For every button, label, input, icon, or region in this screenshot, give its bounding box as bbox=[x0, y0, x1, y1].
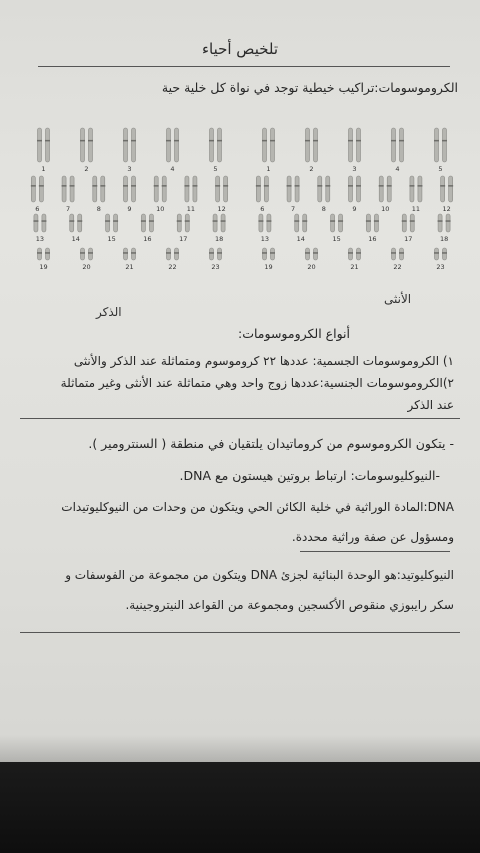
centromere-mark bbox=[313, 252, 318, 254]
centromere-mark bbox=[399, 252, 404, 254]
centromere-mark bbox=[213, 220, 218, 222]
male-pair-11 bbox=[184, 176, 197, 213]
female-pair-11 bbox=[409, 176, 422, 213]
chromosome bbox=[295, 176, 299, 202]
chromosome-number: 13 bbox=[260, 235, 270, 243]
chromosome-number: 15 bbox=[107, 235, 116, 243]
female-pair-14 bbox=[294, 214, 307, 243]
chromosome-number: 5 bbox=[438, 165, 443, 173]
chromosome bbox=[271, 248, 275, 260]
male-pair-2 bbox=[80, 128, 93, 173]
centromere-mark bbox=[149, 220, 154, 222]
centromere-mark bbox=[62, 185, 67, 187]
chromosome bbox=[318, 176, 322, 202]
chromosome bbox=[357, 176, 361, 202]
chromosome-number: 9 bbox=[352, 205, 357, 213]
centromere-mark bbox=[92, 185, 97, 187]
chromosome bbox=[132, 248, 136, 260]
centromere-mark bbox=[88, 252, 93, 254]
centromere-mark bbox=[446, 220, 451, 222]
female-pair-20 bbox=[305, 248, 318, 271]
chromosome-number: 16 bbox=[143, 235, 152, 243]
type-sex-chromosomes-cont: عند الذكر bbox=[407, 398, 454, 412]
male-pair-23 bbox=[209, 248, 222, 271]
chromosome-number: 10 bbox=[156, 205, 165, 213]
chromosome-number: 8 bbox=[321, 205, 326, 213]
chromosome bbox=[218, 128, 222, 162]
dna-definition: DNA:المادة الوراثية في خلية الكائن الحي ويتكون من وحدات من النيوكليوتيدات bbox=[61, 500, 454, 514]
chromosome bbox=[42, 214, 46, 232]
male-pair-6 bbox=[31, 176, 44, 213]
chromosome-number: 21 bbox=[350, 263, 359, 271]
female-pair-7 bbox=[287, 176, 300, 213]
chromosome bbox=[349, 128, 353, 162]
centromere-mark bbox=[131, 140, 136, 142]
chromosome-number: 1 bbox=[266, 165, 271, 173]
chromosome bbox=[331, 214, 335, 232]
chromosome-number: 23 bbox=[436, 263, 445, 271]
centromere-mark bbox=[409, 185, 414, 187]
centromere-mark bbox=[402, 220, 407, 222]
chromosome bbox=[357, 128, 361, 162]
centromere-mark bbox=[100, 185, 105, 187]
centromere-mark bbox=[174, 252, 179, 254]
chromosome bbox=[221, 214, 225, 232]
male-label: الذكر bbox=[96, 305, 122, 319]
centromere-mark bbox=[356, 252, 361, 254]
male-pair-20 bbox=[80, 248, 93, 271]
centromere-mark bbox=[209, 252, 214, 254]
karyotype-svg bbox=[22, 118, 462, 278]
chromosome-number: 4 bbox=[170, 165, 175, 173]
male-pair-18 bbox=[213, 214, 226, 243]
female-pair-10 bbox=[379, 176, 392, 213]
centromere-mark bbox=[131, 185, 136, 187]
centromere-mark bbox=[45, 252, 50, 254]
female-pair-22 bbox=[391, 248, 404, 271]
centromere-mark bbox=[162, 185, 167, 187]
chromosome bbox=[435, 128, 439, 162]
chromosome bbox=[264, 176, 268, 202]
chromosome bbox=[141, 214, 145, 232]
chromosome bbox=[306, 128, 310, 162]
male-pair-14 bbox=[69, 214, 82, 243]
chromosome bbox=[392, 248, 396, 260]
centromere-mark bbox=[258, 220, 263, 222]
chromosome-number: 6 bbox=[35, 205, 40, 213]
male-pair-21 bbox=[123, 248, 136, 271]
chromosome-number: 20 bbox=[307, 263, 316, 271]
centromere-mark bbox=[45, 140, 50, 142]
female-pair-5 bbox=[434, 128, 447, 173]
chromosome bbox=[175, 248, 179, 260]
male-pair-10 bbox=[154, 176, 167, 213]
centromere-mark bbox=[379, 185, 384, 187]
chromosome-number: 20 bbox=[82, 263, 91, 271]
section-divider-1 bbox=[20, 418, 460, 419]
chromosome bbox=[314, 128, 318, 162]
chromosome bbox=[400, 248, 404, 260]
chromosome-number: 5 bbox=[213, 165, 218, 173]
title-underline bbox=[38, 66, 450, 67]
male-pair-7 bbox=[62, 176, 75, 213]
chromosome bbox=[443, 128, 447, 162]
centromere-mark bbox=[266, 220, 271, 222]
female-pair-8 bbox=[317, 176, 330, 213]
chromosome-number: 12 bbox=[442, 205, 451, 213]
chromosome bbox=[34, 214, 38, 232]
chromosome bbox=[435, 248, 439, 260]
male-pair-13 bbox=[33, 214, 46, 243]
chromosome bbox=[124, 248, 128, 260]
type-autosomes: ١) الكروموسومات الجسمية: عددها ٢٢ كروموسوم ومتماثلة عند الذكر والأنثى bbox=[73, 354, 454, 368]
chromosome-number: 16 bbox=[368, 235, 377, 243]
page-shadow bbox=[0, 735, 480, 762]
chromosome-number: 9 bbox=[127, 205, 132, 213]
chromosome-number: 1 bbox=[41, 165, 46, 173]
centromere-mark bbox=[448, 185, 453, 187]
female-pair-6 bbox=[256, 176, 269, 213]
chromosome bbox=[78, 214, 82, 232]
chromosome bbox=[89, 128, 93, 162]
centromere-mark bbox=[113, 220, 118, 222]
centromere-mark bbox=[88, 140, 93, 142]
chromosome bbox=[167, 128, 171, 162]
chromosome-definition: الكروموسومات:تراكيب خيطية توجد في نواة كل خلية حية bbox=[161, 80, 458, 95]
chromosome bbox=[81, 248, 85, 260]
chromosome bbox=[267, 214, 271, 232]
chromosome bbox=[402, 214, 406, 232]
chromosome bbox=[218, 248, 222, 260]
centromere-mark bbox=[270, 140, 275, 142]
male-pair-1 bbox=[37, 128, 50, 173]
centromere-mark bbox=[177, 220, 182, 222]
centromere-mark bbox=[123, 140, 128, 142]
centromere-mark bbox=[434, 140, 439, 142]
chromosome bbox=[210, 248, 214, 260]
chromosome bbox=[446, 214, 450, 232]
chromosome bbox=[314, 248, 318, 260]
chromosome bbox=[374, 214, 378, 232]
chromosome bbox=[441, 176, 445, 202]
chromosome-number: 14 bbox=[71, 235, 80, 243]
chromosome bbox=[379, 176, 383, 202]
types-heading: أنواع الكروموسومات: bbox=[238, 326, 350, 341]
centromere-mark bbox=[184, 185, 189, 187]
chromosome bbox=[295, 214, 299, 232]
chromosome bbox=[93, 176, 97, 202]
chromosome bbox=[271, 128, 275, 162]
chromosome bbox=[438, 214, 442, 232]
chromosome-number: 11 bbox=[411, 205, 421, 213]
centromere-mark bbox=[294, 220, 299, 222]
centromere-mark bbox=[215, 185, 220, 187]
female-label: الأنثى bbox=[384, 292, 412, 306]
chromosome-number: 15 bbox=[332, 235, 341, 243]
centromere-mark bbox=[69, 220, 74, 222]
chromosome bbox=[259, 214, 263, 232]
male-pair-16 bbox=[141, 214, 154, 243]
chromosome bbox=[106, 214, 110, 232]
centromere-mark bbox=[348, 185, 353, 187]
centromere-note: - يتكون الكروموسوم من كروماتيدان يلتقيان في منطقة ( السنترومير ). bbox=[88, 436, 454, 451]
chromosome-number: 3 bbox=[127, 165, 132, 173]
chromosome-number: 19 bbox=[39, 263, 48, 271]
centromere-mark bbox=[256, 185, 261, 187]
centromere-mark bbox=[270, 252, 275, 254]
chromosome bbox=[132, 176, 136, 202]
centromere-mark bbox=[166, 140, 171, 142]
chromosome bbox=[418, 176, 422, 202]
type-sex-chromosomes: ٢)الكروموسومات الجنسية:عددها زوج واحد وهي متماثلة عند الأنثى وغير متماثلة bbox=[60, 376, 454, 390]
karyotype-figure bbox=[22, 118, 462, 278]
female-pair-4 bbox=[391, 128, 404, 173]
section-divider-2 bbox=[20, 632, 460, 633]
chromosome bbox=[216, 176, 220, 202]
centromere-mark bbox=[338, 220, 343, 222]
centromere-mark bbox=[33, 220, 38, 222]
chromosome bbox=[81, 128, 85, 162]
centromere-mark bbox=[440, 185, 445, 187]
male-pair-8 bbox=[92, 176, 105, 213]
chromosome bbox=[213, 214, 217, 232]
centromere-mark bbox=[302, 220, 307, 222]
chromosome-number: 2 bbox=[84, 165, 89, 173]
chromosome bbox=[210, 128, 214, 162]
chromosome bbox=[303, 214, 307, 232]
centromere-mark bbox=[356, 185, 361, 187]
female-pair-2 bbox=[305, 128, 318, 173]
centromere-mark bbox=[217, 252, 222, 254]
centromere-mark bbox=[330, 220, 335, 222]
chromosome bbox=[410, 176, 414, 202]
chromosome bbox=[349, 248, 353, 260]
chromosome-number: 13 bbox=[35, 235, 45, 243]
chromosome-number: 4 bbox=[395, 165, 400, 173]
chromosome bbox=[443, 248, 447, 260]
chromosome-number: 18 bbox=[439, 235, 449, 243]
centromere-mark bbox=[77, 220, 82, 222]
chromosome-number: 14 bbox=[296, 235, 305, 243]
chromosome-number: 12 bbox=[217, 205, 226, 213]
centromere-mark bbox=[123, 185, 128, 187]
chromosome bbox=[339, 214, 343, 232]
centromere-mark bbox=[325, 185, 330, 187]
chromosome-number: 2 bbox=[309, 165, 314, 173]
centromere-mark bbox=[417, 185, 422, 187]
centromere-mark bbox=[434, 252, 439, 254]
centromere-mark bbox=[166, 252, 171, 254]
chromosome bbox=[89, 248, 93, 260]
centromere-mark bbox=[348, 140, 353, 142]
chromosome bbox=[185, 214, 189, 232]
chromosome bbox=[263, 248, 267, 260]
chromosome bbox=[392, 128, 396, 162]
chromosome bbox=[70, 176, 74, 202]
centromere-mark bbox=[262, 252, 267, 254]
centromere-mark bbox=[70, 185, 75, 187]
centromere-mark bbox=[317, 185, 322, 187]
nucleosomes-note: -النيوكليوسومات: ارتباط بروتين هيستون مع DNA. bbox=[179, 468, 440, 483]
centromere-mark bbox=[154, 185, 159, 187]
centromere-mark bbox=[192, 185, 197, 187]
chromosome bbox=[38, 128, 42, 162]
background-surface bbox=[0, 762, 480, 853]
centromere-mark bbox=[305, 252, 310, 254]
female-pair-3 bbox=[348, 128, 361, 173]
chromosome bbox=[175, 128, 179, 162]
chromosome bbox=[38, 248, 42, 260]
female-pair-21 bbox=[348, 248, 361, 271]
centromere-mark bbox=[438, 220, 443, 222]
chromosome bbox=[357, 248, 361, 260]
centromere-mark bbox=[374, 220, 379, 222]
chromosome-number: 18 bbox=[214, 235, 224, 243]
chromosome bbox=[185, 176, 189, 202]
chromosome-number: 22 bbox=[168, 263, 177, 271]
chromosome bbox=[39, 176, 43, 202]
female-pair-15 bbox=[330, 214, 343, 243]
chromosome bbox=[263, 128, 267, 162]
chromosome bbox=[70, 214, 74, 232]
male-pair-5 bbox=[209, 128, 222, 173]
centromere-mark bbox=[391, 252, 396, 254]
chromosome bbox=[400, 128, 404, 162]
centromere-mark bbox=[209, 140, 214, 142]
chromosome bbox=[114, 214, 118, 232]
chromosome-number: 11 bbox=[186, 205, 196, 213]
centromere-mark bbox=[37, 140, 42, 142]
female-pair-16 bbox=[366, 214, 379, 243]
chromosome bbox=[149, 214, 153, 232]
chromosome bbox=[62, 176, 66, 202]
chromosome bbox=[124, 128, 128, 162]
dna-definition-cont: ومسؤول عن صفة وراثية محددة. bbox=[291, 530, 454, 544]
female-pair-12 bbox=[440, 176, 453, 213]
centromere-mark bbox=[123, 252, 128, 254]
female-pair-18 bbox=[438, 214, 451, 243]
centromere-mark bbox=[264, 185, 269, 187]
chromosome-number: 3 bbox=[352, 165, 357, 173]
centromere-mark bbox=[37, 252, 42, 254]
centromere-mark bbox=[41, 220, 46, 222]
centromere-mark bbox=[223, 185, 228, 187]
centromere-mark bbox=[262, 140, 267, 142]
centromere-mark bbox=[391, 140, 396, 142]
centromere-mark bbox=[80, 252, 85, 254]
male-pair-12 bbox=[215, 176, 228, 213]
male-pair-9 bbox=[123, 176, 136, 213]
page-title: تلخيص أحياء bbox=[201, 40, 279, 58]
chromosome bbox=[154, 176, 158, 202]
centromere-mark bbox=[295, 185, 300, 187]
chromosome-number: 17 bbox=[404, 235, 413, 243]
centromere-mark bbox=[442, 140, 447, 142]
centromere-mark bbox=[356, 140, 361, 142]
female-pair-9 bbox=[348, 176, 361, 213]
male-pair-22 bbox=[166, 248, 179, 271]
chromosome bbox=[46, 128, 50, 162]
chromosome bbox=[162, 176, 166, 202]
centromere-mark bbox=[387, 185, 392, 187]
nucleotide-definition-cont: سكر رايبوزي منقوص الأكسجين ومجموعة من القواعد النيتروجينية. bbox=[125, 598, 454, 612]
chromosome bbox=[132, 128, 136, 162]
centromere-mark bbox=[287, 185, 292, 187]
chromosome bbox=[366, 214, 370, 232]
male-pair-3 bbox=[123, 128, 136, 173]
male-pair-17 bbox=[177, 214, 190, 243]
female-pair-13 bbox=[258, 214, 271, 243]
chromosome-number: 7 bbox=[291, 205, 296, 213]
chromosome bbox=[167, 248, 171, 260]
centromere-mark bbox=[174, 140, 179, 142]
chromosome bbox=[101, 176, 105, 202]
centromere-mark bbox=[410, 220, 415, 222]
chromosome bbox=[349, 176, 353, 202]
chromosome-number: 6 bbox=[260, 205, 265, 213]
centromere-mark bbox=[313, 140, 318, 142]
centromere-mark bbox=[442, 252, 447, 254]
chromosome-number: 7 bbox=[66, 205, 71, 213]
female-pair-23 bbox=[434, 248, 447, 271]
centromere-mark bbox=[141, 220, 146, 222]
nucleotide-definition: النيوكليوتيد:هو الوحدة البنائية لجزئ DNA ويتكون من مجموعة من الفوسفات و bbox=[65, 568, 454, 582]
chromosome bbox=[387, 176, 391, 202]
centromere-mark bbox=[221, 220, 226, 222]
chromosome bbox=[326, 176, 330, 202]
centromere-mark bbox=[105, 220, 110, 222]
centromere-mark bbox=[217, 140, 222, 142]
chromosome-number: 23 bbox=[211, 263, 220, 271]
chromosome bbox=[306, 248, 310, 260]
chromosome bbox=[177, 214, 181, 232]
centromere-mark bbox=[348, 252, 353, 254]
chromosome bbox=[124, 176, 128, 202]
chromosome bbox=[449, 176, 453, 202]
chromosome-number: 10 bbox=[381, 205, 390, 213]
chromosome-number: 8 bbox=[96, 205, 101, 213]
centromere-mark bbox=[39, 185, 44, 187]
chromosome bbox=[46, 248, 50, 260]
chromosome-number: 21 bbox=[125, 263, 134, 271]
chromosome-number: 17 bbox=[179, 235, 188, 243]
chromosome-number: 22 bbox=[393, 263, 402, 271]
male-pair-15 bbox=[105, 214, 118, 243]
female-pair-19 bbox=[262, 248, 275, 271]
centromere-mark bbox=[31, 185, 36, 187]
chromosome bbox=[31, 176, 35, 202]
centromere-mark bbox=[366, 220, 371, 222]
chromosome bbox=[256, 176, 260, 202]
chromosome bbox=[193, 176, 197, 202]
centromere-mark bbox=[399, 140, 404, 142]
centromere-mark bbox=[80, 140, 85, 142]
centromere-mark bbox=[185, 220, 190, 222]
male-pair-4 bbox=[166, 128, 179, 173]
chromosome bbox=[224, 176, 228, 202]
chromosome-number: 19 bbox=[264, 263, 273, 271]
centromere-mark bbox=[131, 252, 136, 254]
chromosome bbox=[410, 214, 414, 232]
centromere-mark bbox=[305, 140, 310, 142]
female-pair-1 bbox=[262, 128, 275, 173]
male-pair-19 bbox=[37, 248, 50, 271]
chromosome bbox=[287, 176, 291, 202]
female-pair-17 bbox=[402, 214, 415, 243]
dna-underline bbox=[300, 551, 450, 552]
